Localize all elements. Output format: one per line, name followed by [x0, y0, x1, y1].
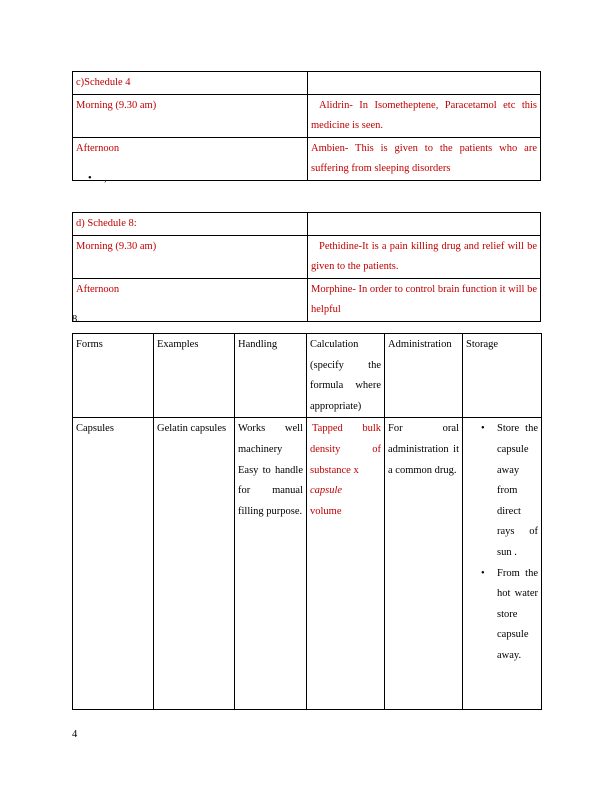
table-row — [73, 418, 542, 710]
header-storage: Storage — [463, 334, 542, 418]
schedule-8-title: d) Schedule 8: — [73, 213, 308, 236]
schedule-4-medicine-afternoon: Ambien- This is given to the patients who are suffering from sleeping disorders — [308, 137, 541, 180]
schedule-4-medicine-morning: Alidrin- In Isometheptene, Paracetamol etc this medicine is seen. — [308, 94, 541, 137]
calc-text-3: volume — [310, 505, 342, 517]
handling-line-1: Works well machinery — [238, 423, 303, 455]
schedule-8-time-afternoon: Afternoon — [73, 278, 308, 321]
schedule-4-title: c)Schedule 4 — [73, 72, 308, 95]
bullet-item — [88, 172, 107, 186]
question-number: 8. — [72, 314, 80, 325]
bullet-icon: • — [88, 173, 92, 184]
schedule-8-medicine-afternoon: Morphine- In order to control brain function it will be helpful — [308, 278, 541, 321]
schedule-4-time-morning: Morning (9.30 am) — [73, 94, 308, 137]
schedule-8-title-empty-cell — [308, 213, 541, 236]
header-handling: Handling — [235, 334, 307, 418]
cell-storage — [463, 418, 542, 710]
schedule-8-medicine-morning: Pethidine-It is a pain killing drug and relief will be given to the patients. — [308, 235, 541, 278]
storage-list — [463, 419, 538, 666]
cell-administration: For oral administration it a common drug. — [385, 418, 463, 710]
header-administration: Administration — [385, 334, 463, 418]
storage-item-1: • Store the capsule away from direct rays of sun . — [463, 419, 538, 563]
header-calculation: Calculation (specify the formula where appropriate) — [307, 334, 385, 418]
calc-text-2: capsule — [310, 485, 343, 497]
schedule-8-table — [72, 212, 541, 322]
cell-handling — [235, 418, 307, 710]
bullet-text: , — [104, 173, 107, 184]
schedule-4-table — [72, 71, 541, 181]
handling-line-2: Easy to handle for manual filling purpose. — [238, 464, 303, 517]
schedule-8-time-morning: Morning (9.30 am) — [73, 235, 308, 278]
schedule-4-title-empty-cell — [308, 72, 541, 95]
cell-form: Capsules — [73, 418, 154, 710]
header-forms: Forms — [73, 334, 154, 418]
storage-item-2: • From the hot water store capsule away. — [463, 564, 538, 667]
schedule-4-time-afternoon: Afternoon — [73, 137, 308, 180]
dosage-forms-table — [72, 333, 542, 710]
calc-text-1: Tapped bulk density of substance x — [310, 423, 381, 476]
cell-calculation — [307, 418, 385, 710]
cell-example: Gelatin capsules — [154, 418, 235, 710]
table-header-row — [73, 334, 542, 418]
header-examples: Examples — [154, 334, 235, 418]
page-number: 4 — [72, 729, 78, 740]
